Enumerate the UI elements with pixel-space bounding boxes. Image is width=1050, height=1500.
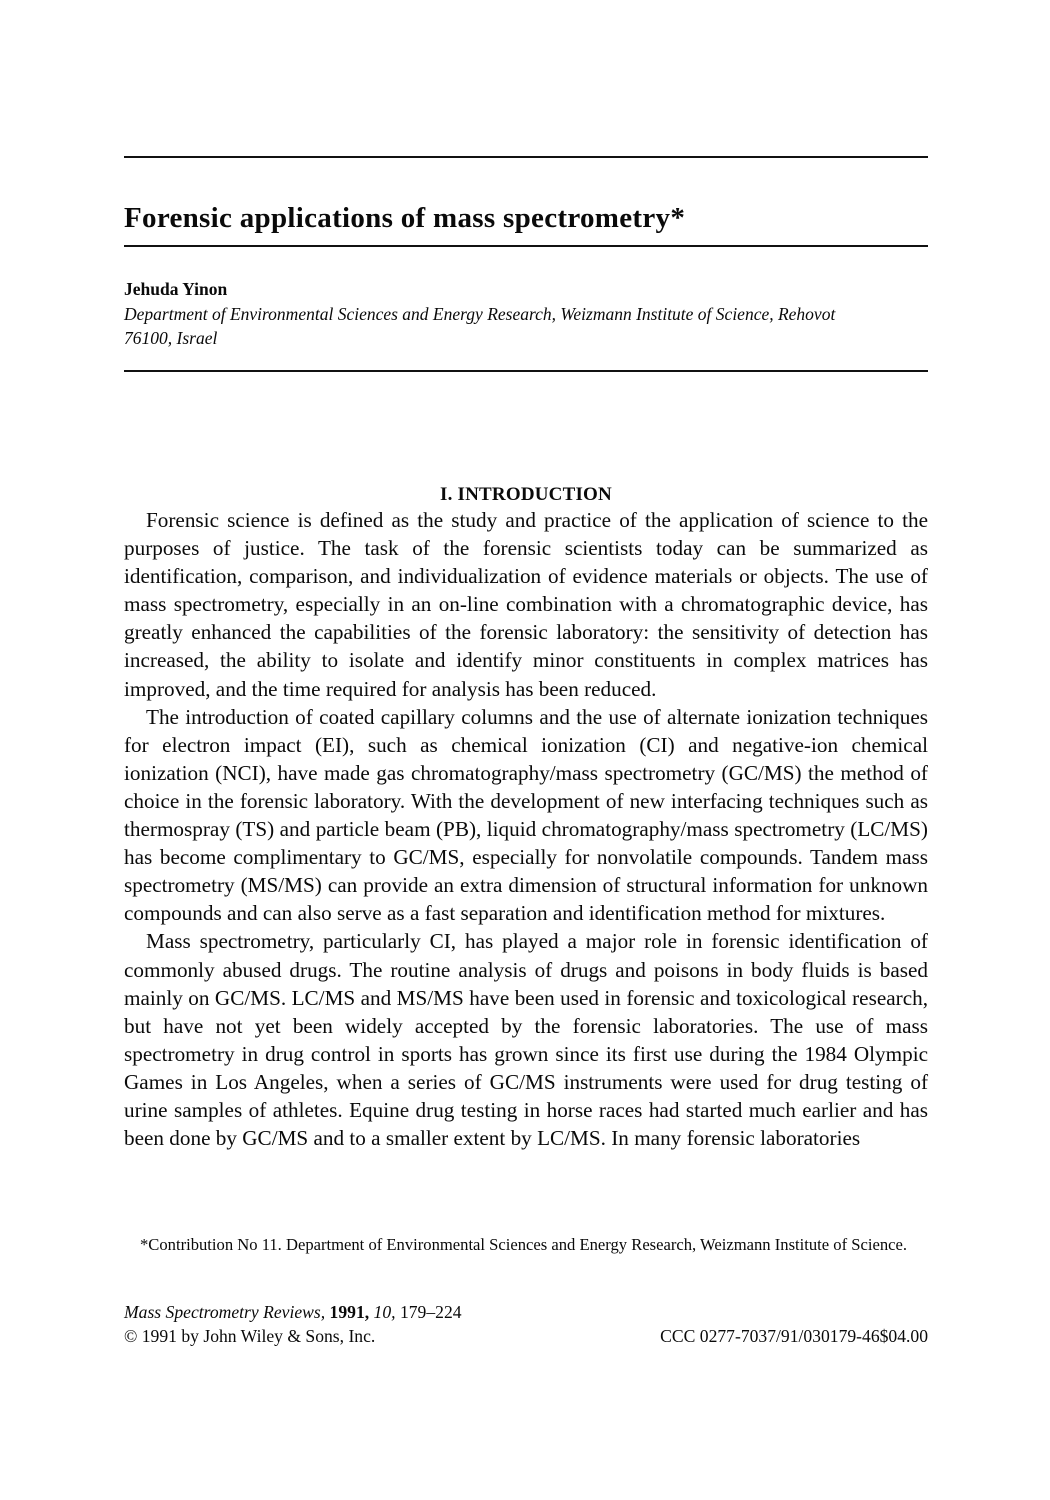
author-name: Jehuda Yinon (124, 279, 228, 299)
colophon-bottom-row (124, 1324, 928, 1348)
title-rule-bottom (124, 245, 928, 247)
author-rule-bottom (124, 370, 928, 372)
footnote-contribution: *Contribution No 11. Department of Environmental Sciences and Energy Research, Weizmann Institute of Science. (140, 1235, 907, 1254)
journal-volume: 10, (373, 1302, 396, 1322)
ccc-code: CCC 0277-7037/91/030179-46$04.00 (660, 1326, 928, 1346)
journal-citation (124, 1300, 928, 1324)
author-block (124, 278, 928, 351)
title-rule-top (124, 156, 928, 158)
article-body (124, 506, 928, 1152)
section-heading-introduction: I. INTRODUCTION (440, 483, 612, 505)
body-paragraph: Forensic science is defined as the study and practice of the application of science to the purposes of justice. The task of the forensic scientists today can be summarized as identification, comparison, and individualization of evidence materials or objects. The use of mass spectrometry, especially in an on-line combination with a chromatographic device, has greatly enhanced the capabilities of the forensic laboratory: the sensitivity of detection has increased, the ability to isolate and identify minor constituents in complex matrices has improved, and the time required for analysis has been reduced. (124, 508, 928, 701)
author-affiliation: Department of Environmental Sciences and Energy Research, Weizmann Institute of Science, Rehovot 76100, Israel (124, 303, 836, 349)
journal-year: 1991, (329, 1302, 370, 1322)
body-paragraph: Mass spectrometry, particularly CI, has played a major role in forensic identification of commonly abused drugs. The routine analysis of drugs and poisons in body fluids is based mainly on GC/MS. LC/MS and MS/MS have been used in forensic and toxicological research, but have not yet been widely accepted by the forensic laboratories. The use of mass spectrometry in drug control in sports has grown since its first use during the 1984 Olympic Games in Los Angeles, when a series of GC/MS instruments were used for drug testing of urine samples of athletes. Equine drug testing in horse races had started much earlier and has been done by GC/MS and to a smaller extent by LC/MS. In many forensic laboratories (124, 929, 928, 1151)
page-title: Forensic applications of mass spectrometry* (124, 202, 686, 235)
article-page (124, 0, 928, 1500)
body-paragraph: The introduction of coated capillary columns and the use of alternate ionization techniques for electron impact (EI), such as chemical ionization (CI) and negative-ion chemical ionization (NCI), have made gas chromatography/mass spectrometry (GC/MS) the method of choice in the forensic laboratory. With the development of new interfacing techniques such as thermospray (TS) and particle beam (PB), liquid chromatography/mass spectrometry (LC/MS) has become complimentary to GC/MS, especially for nonvolatile compounds. Tandem mass spectrometry (MS/MS) can provide an extra dimension of structural information for unknown compounds and can also serve as a fast separation and identification method for mixtures. (124, 704, 928, 926)
journal-name: Mass Spectrometry Reviews, (124, 1302, 326, 1322)
journal-colophon (124, 1300, 928, 1348)
journal-pages: 179–224 (399, 1302, 462, 1322)
copyright-line: © 1991 by John Wiley & Sons, Inc. (124, 1326, 376, 1346)
